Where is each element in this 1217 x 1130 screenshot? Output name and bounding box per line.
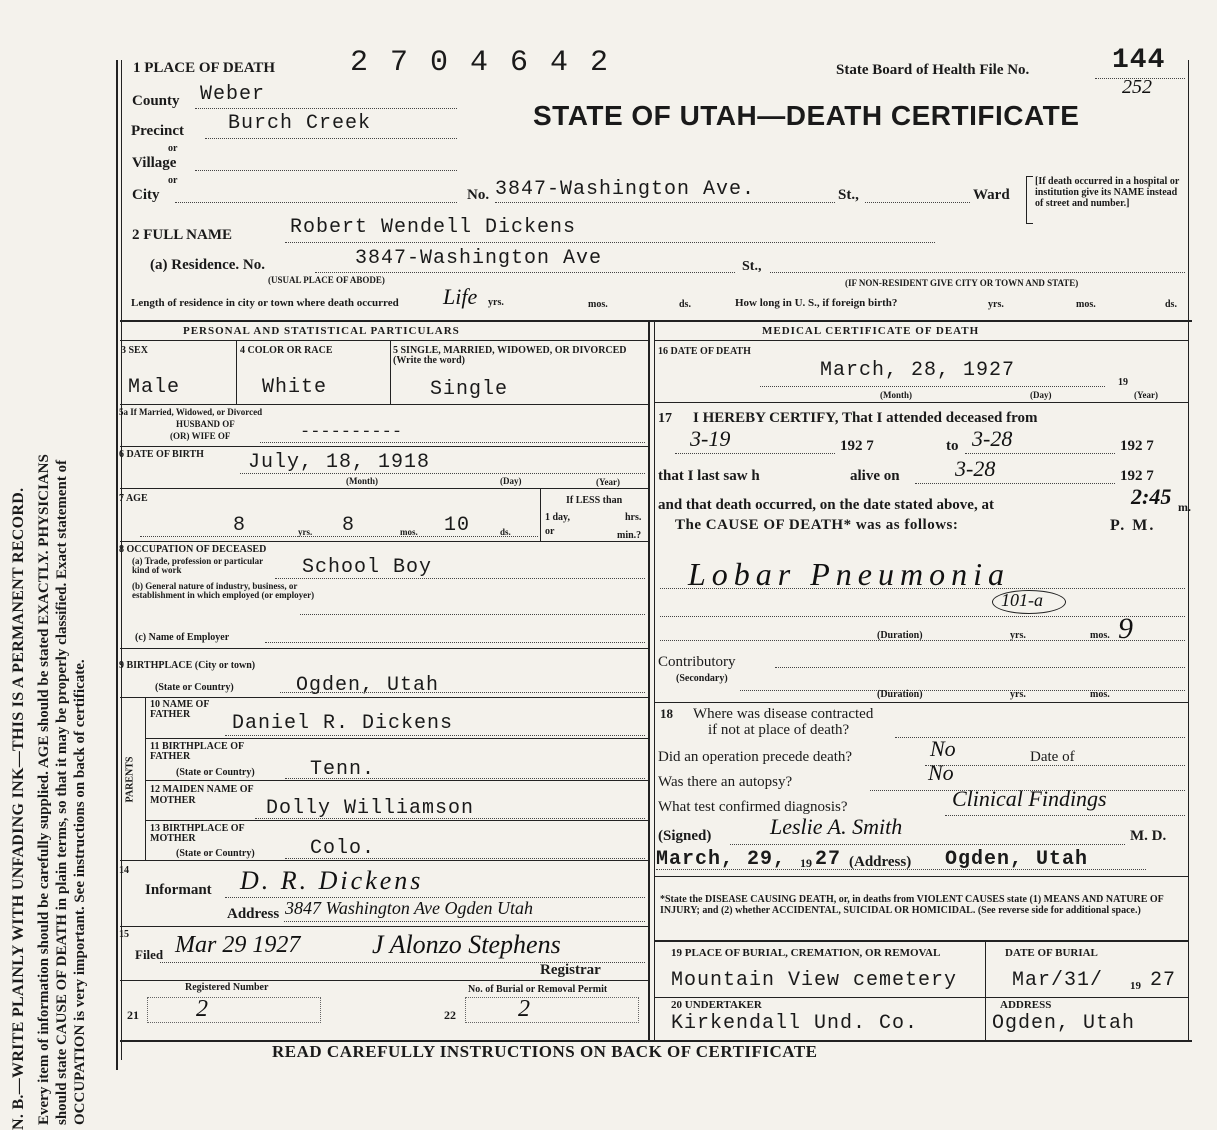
dob-day: (Day): [500, 476, 522, 486]
burial-date-label: DATE OF BURIAL: [1005, 947, 1098, 959]
rule-parents-1: [146, 738, 648, 739]
side-warning: N. B.—WRITE PLAINLY WITH UNFADING INK—THIS IS A PERMANENT RECORD.: [10, 487, 27, 1130]
age-line: [140, 536, 538, 537]
length-ds: ds.: [679, 299, 691, 310]
dod-19: 19: [1118, 377, 1128, 388]
file-number-note: 252: [1122, 76, 1152, 98]
footer-instructions: READ CAREFULLY INSTRUCTIONS ON BACK OF CERTIFICATE: [272, 1042, 818, 1061]
cause-label: The CAUSE OF DEATH* was as follows:: [675, 517, 959, 533]
sign-address: Ogden, Utah: [945, 848, 1089, 871]
mother-bp-sub: (State or Country): [176, 848, 255, 859]
last-saw-date: 3-28: [955, 456, 996, 481]
informant-address-line: [284, 921, 645, 922]
occupation-label: 8 OCCUPATION OF DECEASED: [119, 544, 267, 555]
st-label: St.,: [838, 187, 859, 203]
street-no-label: No.: [467, 187, 490, 203]
m-label: m.: [1178, 500, 1191, 514]
registrar-signature: J Alonzo Stephens: [372, 930, 561, 959]
dob-year: (Year): [596, 477, 620, 487]
rule-medical-5: [654, 940, 1188, 942]
contrib-duration: (Duration): [877, 689, 923, 700]
status-value: Single: [430, 378, 509, 401]
age-label: 7 AGE: [119, 493, 148, 504]
spouse-label-3: (OR) WIFE OF: [170, 431, 231, 441]
us-label: How long in U. S., if foreign birth?: [735, 297, 898, 309]
file-number-label: State Board of Health File No.: [836, 62, 1030, 78]
secondary-label: (Secondary): [676, 673, 728, 684]
length-yrs: yrs.: [488, 297, 504, 308]
father-bp-sub: (State or Country): [176, 767, 255, 778]
father-bp-value: Tenn.: [310, 758, 376, 781]
file-number: 144: [1112, 45, 1166, 76]
dod-line: [760, 386, 1105, 387]
burial-19: 19: [1130, 980, 1141, 992]
dob-value: July, 18, 1918: [248, 451, 431, 474]
registered-number-value: 2: [196, 996, 208, 1022]
or-2: or: [168, 175, 178, 186]
village-label: Village: [132, 155, 177, 171]
occupation-b-label: (b) General nature of industry, business, or establishment in which employed (or employer): [132, 581, 315, 600]
dob-line: [240, 473, 645, 474]
residence-line: [315, 272, 735, 273]
rule-personal-1: [120, 340, 648, 341]
rule-medical-6: [654, 997, 1188, 998]
dod-label: 16 DATE OF DEATH: [658, 346, 751, 357]
frame-left-inner: [121, 60, 122, 1060]
precinct-label: Precinct: [131, 123, 185, 139]
parents-divider: [145, 698, 146, 860]
contributory-line: [775, 667, 1185, 668]
death-occurred-label: and that death occurred, on the date stated above, at: [658, 497, 994, 513]
rule-medical-3: [654, 702, 1188, 703]
attended-to: 3-28: [972, 426, 1013, 451]
side-instruction-1: Every item of information should be carefully supplied. AGE should be stated EXACTLY. PHYSICIANS: [36, 454, 52, 1125]
cause-footnote: *State the DISEASE CAUSING DEATH, or, in deaths from VIOLENT CAUSES state (1) MEANS AND NATURE OF INJURY; and (2) whether ACCIDENTAL, SUICIDAL OR HOMICIDAL. (See reverse side for additional space.): [660, 894, 1164, 916]
rule-color-status: [390, 341, 391, 404]
burial-permit-value: 2: [518, 996, 530, 1022]
residence-st-line: [770, 272, 1185, 273]
sex-label: 3 SEX: [121, 345, 148, 356]
sign-address-label: (Address): [849, 854, 912, 870]
last-saw-year: 192 7: [1120, 468, 1154, 484]
dob-month: (Month): [346, 476, 378, 486]
sign-19: 19: [800, 856, 812, 870]
length-residence-label: Length of residence in city or town where death occurred: [131, 297, 399, 309]
contrib-mos: mos.: [1090, 689, 1110, 700]
father-label: 10 NAME OF FATHER: [150, 699, 210, 720]
from-year: 192 7: [840, 438, 874, 454]
us-yrs: yrs.: [988, 299, 1004, 310]
precinct-line: [205, 138, 457, 139]
duration-label: (Duration): [877, 630, 923, 641]
personal-section-title: PERSONAL AND STATISTICAL PARTICULARS: [183, 325, 460, 337]
operation-line: [925, 765, 1185, 766]
time-of-death: 2:45: [1131, 484, 1172, 509]
occupation-a-label: (a) Trade, profession or particular kind of work: [132, 556, 263, 575]
employer-line: [265, 642, 645, 643]
duration-mos: mos.: [1090, 630, 1110, 641]
mother-line: [255, 818, 645, 819]
birthplace-label: 9 BIRTHPLACE (City or town): [119, 660, 256, 671]
undertaker-label: 20 UNDERTAKER: [671, 999, 762, 1011]
last-saw-line: [915, 483, 1115, 484]
dod-month: (Month): [880, 390, 912, 400]
autopsy-label: Was there an autopsy?: [658, 774, 793, 790]
precinct-value: Burch Creek: [228, 112, 372, 135]
burial-place-label: 19 PLACE OF BURIAL, CREMATION, OR REMOVAL: [671, 947, 941, 959]
employer-label: (c) Name of Employer: [135, 632, 230, 643]
certify-text: I HEREBY CERTIFY, That I attended deceased from: [693, 410, 1038, 426]
dod-day: (Day): [1030, 390, 1052, 400]
city-label: City: [132, 187, 160, 203]
rule-personal-3: [120, 446, 648, 447]
mother-label: 12 MAIDEN NAME OF MOTHER: [150, 784, 254, 806]
rule-medical-2: [654, 402, 1188, 403]
place-of-death-label: 1 PLACE OF DEATH: [133, 60, 276, 76]
alive-on-label: alive on: [850, 468, 900, 484]
num-15: 15: [119, 929, 129, 940]
rule-personal-6: [120, 648, 648, 649]
rule-age-less: [540, 489, 541, 541]
last-saw-label: that I last saw h: [658, 468, 760, 484]
hrs-label: hrs.: [625, 512, 642, 523]
burial-year: 27: [1150, 969, 1177, 992]
st-line: [865, 202, 970, 203]
age-years: 8: [233, 514, 247, 537]
contributory-label: Contributory: [658, 654, 736, 670]
side-instructions: [10, 50, 130, 1130]
to-label: to: [946, 438, 959, 454]
ward-label: Ward: [973, 187, 1010, 203]
test-label: What test confirmed diagnosis?: [658, 799, 848, 815]
one-day-label: 1 day,: [545, 512, 571, 523]
certificate-number: 2 7 0 4 6 4 2: [350, 46, 611, 80]
father-value: Daniel R. Dickens: [232, 712, 454, 735]
ward-bracket: [1026, 176, 1033, 224]
age-days: 10: [444, 514, 471, 537]
sex-value: Male: [128, 376, 181, 399]
dod-year: (Year): [1134, 390, 1158, 400]
side-instruction-3: OCCUPATION is very important. See instructions on back of certificate.: [72, 659, 88, 1125]
min-label: min.?: [617, 530, 642, 541]
father-bp-label: 11 BIRTHPLACE OF FATHER: [150, 741, 244, 762]
registered-number-box: [147, 997, 321, 1023]
or-label: or: [545, 526, 555, 537]
sign-date: March, 29,: [656, 848, 787, 871]
full-name-label: 2 FULL NAME: [132, 227, 233, 243]
from-line: [675, 453, 835, 454]
rule-personal-4: [120, 488, 648, 489]
md-label: M. D.: [1130, 828, 1167, 844]
occupation-b-line: [300, 614, 645, 615]
dob-label: 6 DATE OF BIRTH: [119, 449, 204, 460]
sign-year: 27: [815, 848, 842, 871]
side-instruction-2: should state CAUSE OF DEATH in plain terms, so that it may be properly classified. Exact statement of: [54, 459, 70, 1125]
age-yrs-label: yrs.: [298, 527, 313, 537]
or-1: or: [168, 143, 178, 154]
rule-personal-5: [120, 541, 648, 542]
to-line: [965, 453, 1115, 454]
rule-sex-color: [236, 341, 237, 404]
duration-months-value: 9: [1118, 612, 1133, 645]
rule-parents-2: [146, 780, 648, 781]
nonresident-note: (IF NON-RESIDENT GIVE CITY OR TOWN AND STATE): [845, 278, 1079, 288]
parents-label: PARENTS: [124, 756, 136, 803]
village-line: [195, 170, 457, 171]
undertaker-address: Ogden, Utah: [992, 1012, 1136, 1035]
street-address: 3847-Washington Ave.: [495, 178, 756, 201]
length-residence-value: Life: [443, 284, 478, 309]
contributory-line-2: [740, 690, 1185, 691]
rule-parents-3: [146, 820, 648, 821]
county-value: Weber: [200, 83, 266, 106]
informant-label: Informant: [145, 882, 212, 898]
sign-date-line: [656, 869, 1146, 870]
filed-date: Mar 29 1927: [175, 932, 301, 958]
mother-bp-value: Colo.: [310, 837, 376, 860]
residence-st-label: St.,: [742, 259, 762, 274]
county-label: County: [132, 93, 180, 109]
undertaker-value: Kirkendall Und. Co.: [671, 1012, 919, 1035]
spouse-line: [260, 442, 645, 443]
operation-value: No: [930, 736, 956, 761]
physician-signature: Leslie A. Smith: [770, 814, 903, 839]
birthplace-value: Ogden, Utah: [296, 674, 440, 697]
where-contracted-label-2: if not at place of death?: [708, 722, 850, 738]
color-value: White: [262, 376, 328, 399]
date-of-label: Date of: [1030, 749, 1075, 765]
street-line: [495, 202, 835, 203]
section-divider-top: [120, 320, 1192, 322]
birthplace-sub: (State or Country): [155, 682, 234, 693]
num-14: 14: [119, 865, 129, 876]
informant-address-label: Address: [227, 906, 280, 922]
rule-personal-7: [120, 697, 648, 698]
burial-permit-label: No. of Burial or Removal Permit: [468, 984, 608, 995]
burial-permit-box: [465, 997, 639, 1023]
us-mos: mos.: [1076, 299, 1096, 310]
contrib-yrs: yrs.: [1010, 689, 1026, 700]
residence-label: (a) Residence. No.: [150, 257, 265, 273]
medical-section-title: MEDICAL CERTIFICATE OF DEATH: [762, 325, 980, 337]
num-21: 21: [127, 1008, 139, 1022]
rule-medical-4: [654, 876, 1188, 877]
dod-value: March, 28, 1927: [820, 359, 1016, 382]
burial-place: Mountain View cemetery: [671, 969, 958, 992]
length-mos: mos.: [588, 299, 608, 310]
filed-label: Filed: [135, 947, 164, 962]
us-ds: ds.: [1165, 299, 1177, 310]
informant-signature: D. R. Dickens: [240, 866, 424, 895]
rule-informant: [120, 926, 648, 927]
test-line: [945, 815, 1185, 816]
to-year: 192 7: [1120, 438, 1154, 454]
mother-bp-label: 13 BIRTHPLACE OF MOTHER: [150, 823, 245, 844]
cause-line-2: [660, 616, 1185, 617]
certificate-title: STATE OF UTAH—DEATH CERTIFICATE: [533, 100, 1080, 131]
ward-note: [If death occurred in a hospital or institution give its NAME instead of street and number.]: [1035, 176, 1180, 209]
cause-value: Lobar Pneumonia: [688, 556, 1010, 592]
attended-from: 3-19: [690, 426, 731, 451]
autopsy-value: No: [928, 760, 954, 785]
rule-personal-2: [120, 404, 648, 405]
cause-code-text: 101-a: [1001, 590, 1043, 610]
mother-bp-line: [285, 858, 645, 859]
frame-right-top: [1188, 60, 1189, 1040]
father-bp-line: [285, 778, 645, 779]
birthplace-line: [280, 692, 645, 693]
signed-label: (Signed): [658, 828, 712, 844]
rule-filed: [120, 980, 648, 981]
registered-number-label: Registered Number: [185, 982, 269, 993]
test-value: Clinical Findings: [952, 786, 1107, 811]
occupation-value: School Boy: [302, 556, 433, 579]
frame-left: [116, 60, 118, 1070]
cause-line: [660, 588, 1185, 589]
occupation-line: [275, 578, 645, 579]
full-name-line: [285, 242, 935, 243]
spouse-label-2: HUSBAND OF: [176, 419, 235, 429]
undertaker-address-label: ADDRESS: [1000, 999, 1052, 1011]
num-22: 22: [444, 1008, 456, 1022]
less-than-label: If LESS than: [566, 495, 623, 506]
pm-label: P. M.: [1110, 517, 1156, 534]
rule-burial-date: [985, 942, 986, 1040]
age-mos-label: mos.: [400, 527, 418, 537]
spouse-value: ----------: [300, 423, 403, 442]
center-divider-2: [654, 322, 655, 1040]
age-ds-label: ds.: [500, 527, 511, 537]
county-line: [195, 108, 457, 109]
spouse-label-1: 5a If Married, Widowed, or Divorced: [119, 407, 263, 417]
signed-line: [730, 844, 1125, 845]
registrar-label: Registrar: [540, 962, 601, 978]
rule-parents-4: [120, 860, 648, 861]
age-months: 8: [342, 514, 356, 537]
rule-medical-1: [654, 340, 1188, 341]
burial-date: Mar/31/: [1012, 969, 1104, 992]
certify-num: 17: [658, 411, 672, 426]
father-line: [225, 735, 645, 736]
informant-address: 3847 Washington Ave Ogden Utah: [285, 898, 533, 918]
where-contracted-label: Where was disease contracted: [693, 706, 874, 722]
color-label: 4 COLOR OR RACE: [240, 345, 333, 356]
status-label: 5 SINGLE, MARRIED, WIDOWED, OR DIVORCED (Write the word): [393, 345, 627, 366]
residence-value: 3847-Washington Ave: [355, 247, 603, 270]
n18-label: 18: [660, 706, 673, 721]
city-line: [175, 202, 457, 203]
mother-value: Dolly Williamson: [266, 797, 475, 820]
operation-label: Did an operation precede death?: [658, 749, 853, 765]
duration-yrs: yrs.: [1010, 630, 1026, 641]
usual-abode-note: (USUAL PLACE OF ABODE): [268, 275, 385, 285]
center-divider: [648, 322, 650, 1040]
full-name-value: Robert Wendell Dickens: [290, 216, 577, 239]
